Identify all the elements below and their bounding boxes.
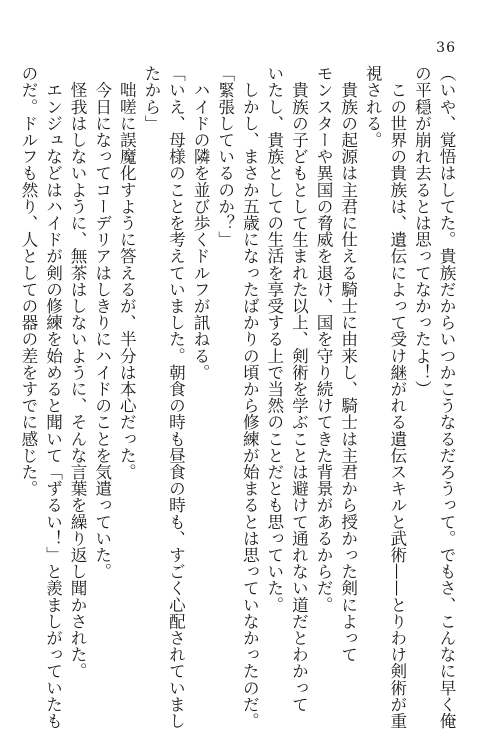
text-line: のだ。ドルフも然り、人としての器の差をすでに感じた。 (18, 65, 38, 497)
text-line: ハイドの隣を並び歩くドルフが訊ねる。 (191, 65, 211, 381)
text-line: （いや、覚悟はしてた。貴族だからいつかこうなるだろうって。でもさ、こんなに早く俺 (437, 65, 456, 729)
vertical-text-body (18, 65, 458, 729)
text-line: 視される。 (363, 65, 383, 148)
text-line: いたし、貴族としての生活を享受する上で当然のことだとも思っていた。 (264, 65, 284, 613)
text-line: の平穏が崩れ去るとは思ってなかったよ！） (412, 65, 432, 397)
text-line: 咄嗟に誤魔化すように答えるが、半分は本心だった。 (117, 65, 137, 480)
text-line: モンスターや異国の脅威を退け、国を守り続けてきた背景があるからだ。 (314, 65, 334, 613)
text-line: 貴族の子どもとして生まれた以上、剣術を学ぶことは避けて通れない道だとわかって (289, 65, 309, 713)
text-line: しかし、まさか五歳になったばかりの頃から修練が始まるとは思っていなかったのだ。 (240, 65, 260, 729)
text-line: エンジュなどはハイドが剣の修練を始めると聞いて「ずるい！」と羨ましがっていたも (43, 65, 63, 729)
text-line: 今日になってコーデリアはしきりにハイドのことを気遣っていた。 (92, 65, 112, 580)
text-line: 「緊張しているのか？」 (215, 65, 235, 248)
text-line: 怪我はしないように、無茶はしないように、そんな言葉を繰り返し聞かされた。 (68, 65, 88, 680)
text-line: たから」 (141, 65, 161, 132)
text-line: 貴族の起源は主君に仕える騎士に由来し、騎士は主君から授かった剣によって (338, 65, 358, 663)
page-number: 36 (436, 40, 456, 56)
text-line: この世界の貴族は、遺伝によって受け継がれる遺伝スキルと武術——とりわけ剣術が重 (387, 65, 407, 729)
text-line: 「いえ、母様のことを考えていました。朝食の時も昼食の時も、すごく心配されていまし (166, 65, 186, 729)
